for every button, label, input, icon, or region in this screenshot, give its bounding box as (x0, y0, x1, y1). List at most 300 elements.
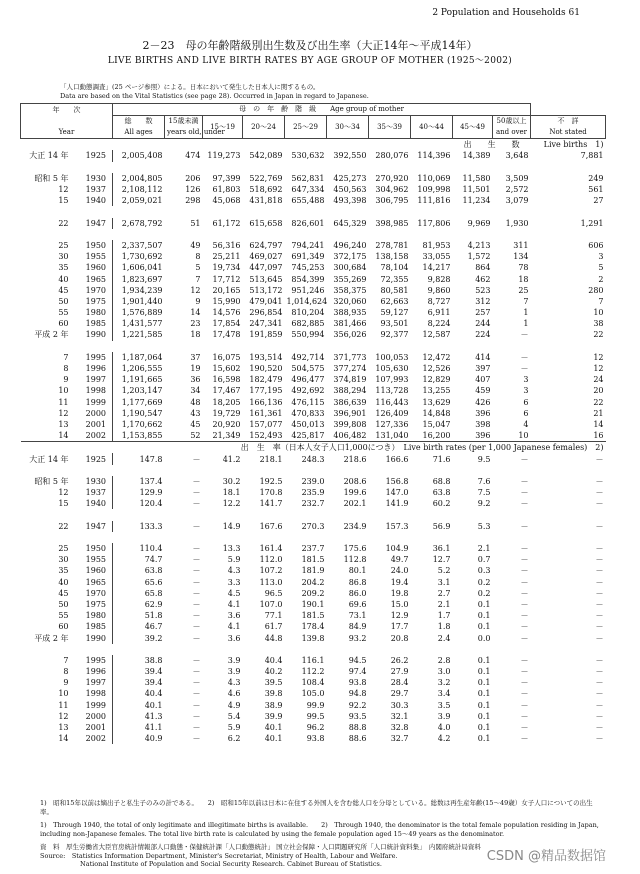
value-cell: 406,482 (333, 431, 367, 441)
value-cell: － (520, 622, 529, 632)
value-cell: 40.4 (264, 655, 283, 665)
value-cell: 2,572 (505, 185, 529, 195)
year-cell: 1930 (73, 476, 113, 487)
year-cell: 1937 (73, 184, 113, 195)
value-cell: 864 (475, 263, 491, 273)
value-cell: 300,684 (333, 263, 367, 273)
value-cell: 65.8 (144, 588, 163, 598)
era-cell: 12 (58, 711, 69, 721)
value-cell: 2,337,507 (121, 240, 163, 250)
value-cell: 0.1 (477, 678, 491, 688)
era-cell: 30 (58, 555, 69, 565)
value-cell: 120.4 (139, 499, 163, 509)
year-cell: 1950 (73, 240, 113, 251)
year-cell: 1985 (73, 318, 113, 329)
value-cell: － (520, 577, 529, 587)
value-cell: 3,509 (505, 173, 529, 183)
table-row (21, 588, 606, 599)
value-cell: 12 (190, 285, 201, 295)
table-row (21, 521, 606, 532)
value-cell: － (192, 734, 201, 744)
value-cell: － (595, 476, 604, 486)
value-cell: 63.8 (144, 566, 163, 576)
era-cell: 13 (58, 723, 69, 733)
value-cell: 181.5 (301, 611, 325, 621)
value-cell: 15.0 (390, 599, 409, 609)
value-cell: 513,645 (249, 274, 283, 284)
value-cell: 147.8 (139, 454, 163, 464)
value-cell: 12.7 (432, 555, 451, 565)
value-cell: 3.1 (437, 577, 451, 587)
value-cell: 170.8 (259, 488, 283, 498)
value-cell: 224 (475, 330, 491, 340)
value-cell: 129.9 (139, 488, 163, 498)
value-cell: 492,692 (291, 386, 325, 396)
year-cell: 1970 (73, 285, 113, 296)
value-cell: － (520, 544, 529, 554)
births-section-title: 出 生 数 Live births 1) (21, 139, 606, 151)
table-row (21, 487, 606, 498)
value-cell: 248.3 (301, 454, 325, 464)
value-cell: 4.3 (227, 678, 241, 688)
value-cell: － (595, 566, 604, 576)
value-cell: 0.0 (477, 633, 491, 643)
year-cell: 1997 (73, 677, 113, 688)
value-cell: 11,234 (462, 196, 491, 206)
value-cell: 17.7 (390, 622, 409, 632)
value-cell: 21 (593, 408, 604, 418)
era-cell: 昭和 5 年 (34, 173, 69, 183)
value-cell: 447,097 (249, 263, 283, 273)
value-cell: 30.2 (222, 476, 241, 486)
era-cell: 大正 14 年 (29, 454, 69, 464)
value-cell: 523 (475, 285, 491, 295)
value-cell: 4.3 (227, 566, 241, 576)
value-cell: － (595, 521, 604, 531)
era-cell: 22 (58, 521, 69, 531)
value-cell: 474 (185, 151, 201, 161)
value-cell: 14.9 (222, 521, 241, 531)
table-row (21, 408, 606, 419)
value-cell: 51.8 (144, 611, 163, 621)
value-cell: 32.8 (390, 723, 409, 733)
value-cell: 0.1 (477, 611, 491, 621)
value-cell: － (192, 555, 201, 565)
value-cell: 30.3 (390, 700, 409, 710)
table-row (21, 610, 606, 621)
table-row (21, 296, 606, 307)
footnote-ja: 1) 昭和15年以前は嫡出子と私生子のみの計である。 2) 昭和15年以前は日本に在住する外国人を含む総人口を分母としている。総数は再生産年齢(15～49歳）女子人口についての出生率。 (40, 799, 593, 816)
value-cell: 131,040 (375, 431, 409, 441)
table-row (21, 273, 606, 284)
value-cell: 1,191,665 (121, 375, 163, 385)
value-cell: 10 (518, 431, 529, 441)
value-cell: 61.7 (264, 622, 283, 632)
value-cell: 29.7 (390, 689, 409, 699)
value-cell: 193,514 (249, 352, 283, 362)
value-cell: 492,714 (291, 352, 325, 362)
value-cell: 127,336 (375, 419, 409, 429)
total-header: 総 数 All ages (113, 116, 165, 139)
value-cell: 113.0 (259, 577, 283, 587)
value-cell: 356,026 (333, 330, 367, 340)
era-cell: 10 (58, 386, 69, 396)
table-row (21, 218, 606, 229)
value-cell: 34 (190, 386, 201, 396)
value-cell: 39.4 (144, 678, 163, 688)
value-cell: － (520, 723, 529, 733)
value-cell: 6 (523, 397, 529, 407)
value-cell: 41.3 (144, 711, 163, 721)
value-cell: 13,255 (422, 386, 451, 396)
value-cell: － (192, 622, 201, 632)
value-cell: － (520, 734, 529, 744)
value-cell: 3.5 (437, 700, 451, 710)
year-cell: 1999 (73, 397, 113, 408)
value-cell: 109,998 (417, 185, 451, 195)
value-cell: 5 (598, 263, 604, 273)
table-row (21, 262, 606, 273)
value-cell: 14,576 (212, 308, 241, 318)
year-cell: 1930 (73, 173, 113, 184)
value-cell: 372,175 (333, 252, 367, 262)
value-cell: 19,729 (212, 408, 241, 418)
table-row (21, 554, 606, 565)
year-cell: 1995 (73, 655, 113, 666)
value-cell: 81,953 (422, 240, 451, 250)
table-row (21, 733, 606, 744)
value-cell: 111,816 (417, 196, 451, 206)
era-cell: 50 (58, 296, 69, 306)
value-cell: 2,004,805 (121, 173, 163, 183)
value-cell: 1,170,662 (121, 419, 163, 429)
year-cell: 1940 (73, 498, 113, 509)
value-cell: 77.1 (264, 611, 283, 621)
value-cell: 13.3 (222, 544, 241, 554)
value-cell: 392,550 (333, 151, 367, 161)
table-row (21, 184, 606, 195)
value-cell: 99.9 (306, 700, 325, 710)
value-cell: 94.8 (348, 689, 367, 699)
value-cell: － (595, 555, 604, 565)
value-cell: 39.5 (264, 678, 283, 688)
value-cell: 425,817 (291, 431, 325, 441)
value-cell: 93,501 (380, 319, 409, 329)
value-cell: － (520, 655, 529, 665)
table-row (21, 419, 606, 430)
value-cell: 425,273 (333, 173, 367, 183)
value-cell: 41.2 (222, 454, 241, 464)
era-cell: 15 (58, 196, 69, 206)
value-cell: 1,291 (580, 218, 604, 228)
value-cell: 381,466 (333, 319, 367, 329)
value-cell: 1,934,239 (121, 285, 163, 295)
year-cell: 1975 (73, 296, 113, 307)
value-cell: 1,187,064 (121, 352, 163, 362)
value-cell: 108.4 (301, 678, 325, 688)
value-cell: 107.0 (259, 599, 283, 609)
value-cell: 561 (588, 185, 604, 195)
age-25-29-header: 25～29 (285, 116, 327, 139)
value-cell: 24.0 (390, 566, 409, 576)
value-cell: － (192, 499, 201, 509)
value-cell: 161.4 (259, 544, 283, 554)
value-cell: 513,172 (249, 285, 283, 295)
value-cell: 615,658 (249, 218, 283, 228)
value-cell: 84.9 (348, 622, 367, 632)
value-cell: － (520, 555, 529, 565)
value-cell: － (520, 352, 529, 362)
era-cell: 14 (58, 734, 69, 744)
value-cell: 208.6 (343, 476, 367, 486)
value-cell: 7.6 (477, 476, 491, 486)
value-cell: － (520, 364, 529, 374)
value-cell: 459 (475, 386, 491, 396)
value-cell: 645,329 (333, 218, 367, 228)
value-cell: － (192, 700, 201, 710)
value-cell: 1,203,147 (121, 386, 163, 396)
value-cell: 14,217 (422, 263, 451, 273)
table-row (21, 621, 606, 632)
table-row (21, 329, 606, 340)
year-cell: 1965 (73, 577, 113, 588)
era-cell: 8 (63, 364, 69, 374)
value-cell: － (192, 454, 201, 464)
table-row (21, 240, 606, 251)
era-cell: 11 (58, 700, 69, 710)
value-cell: 479,041 (249, 296, 283, 306)
value-cell: 181.9 (301, 566, 325, 576)
value-cell: 249 (588, 173, 604, 183)
value-cell: 15,990 (212, 296, 241, 306)
value-cell: 6 (523, 408, 529, 418)
value-cell: 88.6 (348, 734, 367, 744)
value-cell: 61,803 (212, 185, 241, 195)
value-cell: 0.1 (477, 734, 491, 744)
value-cell: 62.9 (144, 599, 163, 609)
value-cell: 16,075 (212, 352, 241, 362)
value-cell: 1 (523, 308, 529, 318)
value-cell: 745,253 (291, 263, 325, 273)
spacer-row (21, 465, 606, 476)
value-cell: 36.1 (432, 544, 451, 554)
table-row (21, 285, 606, 296)
value-cell: 1,930 (505, 218, 529, 228)
value-cell: 6,911 (427, 308, 451, 318)
value-cell: 138,158 (375, 252, 409, 262)
value-cell: 16 (593, 431, 604, 441)
table-row (21, 150, 606, 161)
value-cell: 9,969 (467, 218, 491, 228)
era-cell: 45 (58, 588, 69, 598)
table-row (21, 655, 606, 666)
year-cell: 1955 (73, 251, 113, 262)
year-cell: 1999 (73, 700, 113, 711)
note-english: Data are based on the Vital Statistics (see page 28). Occurred in Japan in regard to Japanese. (60, 92, 369, 100)
value-cell: － (192, 723, 201, 733)
value-cell: 542,089 (249, 151, 283, 161)
table-row (21, 688, 606, 699)
value-cell: 96.5 (264, 588, 283, 598)
value-cell: 518,692 (249, 185, 283, 195)
value-cell: 40.9 (144, 734, 163, 744)
rates-section-title: 出 生 率（日本人女子人口1,000につき） Live birth rates (per 1,000 Japanese females) 2) (21, 442, 606, 454)
year-cell: 1980 (73, 307, 113, 318)
value-cell: － (595, 599, 604, 609)
value-cell: 3.6 (227, 633, 241, 643)
value-cell: 104.9 (385, 544, 409, 554)
value-cell: 371,773 (333, 352, 367, 362)
value-cell: 137.4 (139, 476, 163, 486)
era-cell: 9 (63, 375, 69, 385)
value-cell: 0.3 (477, 566, 491, 576)
era-cell: 平成 2 年 (34, 330, 69, 340)
value-cell: 388,294 (333, 386, 367, 396)
value-cell: 3.0 (437, 667, 451, 677)
value-cell: 18 (190, 330, 201, 340)
value-cell: － (520, 499, 529, 509)
value-cell: 80,581 (380, 285, 409, 295)
value-cell: 0.1 (477, 599, 491, 609)
era-cell: 35 (58, 566, 69, 576)
value-cell: 2.1 (437, 599, 451, 609)
value-cell: 530,632 (291, 151, 325, 161)
value-cell: 112.0 (259, 555, 283, 565)
value-cell: 40.1 (144, 700, 163, 710)
value-cell: － (595, 488, 604, 498)
value-cell: 100,053 (375, 352, 409, 362)
value-cell: 175.6 (343, 544, 367, 554)
value-cell: － (520, 521, 529, 531)
value-cell: 396,901 (333, 408, 367, 418)
value-cell: 358,375 (333, 285, 367, 295)
value-cell: 1,576,889 (121, 308, 163, 318)
spacer-row (21, 532, 606, 543)
value-cell: 493,398 (333, 196, 367, 206)
value-cell: 14 (190, 308, 201, 318)
value-cell: 20.8 (390, 633, 409, 643)
year-cell: 2002 (73, 733, 113, 744)
value-cell: 8,727 (427, 296, 451, 306)
value-cell: 794,241 (291, 240, 325, 250)
under15-header: 15歳未満 years old, under (165, 116, 203, 139)
value-cell: － (520, 488, 529, 498)
value-cell: 86.8 (348, 577, 367, 587)
value-cell: 110.4 (139, 544, 163, 554)
value-cell: 92.2 (348, 700, 367, 710)
value-cell: 141.7 (259, 499, 283, 509)
value-cell: 18 (518, 274, 529, 284)
value-cell: － (520, 611, 529, 621)
value-cell: － (192, 599, 201, 609)
value-cell: 1,177,669 (121, 397, 163, 407)
value-cell: 26.2 (390, 655, 409, 665)
value-cell: 45,068 (212, 196, 241, 206)
value-cell: 72,355 (380, 274, 409, 284)
value-cell: 397 (475, 364, 491, 374)
value-cell: － (192, 711, 201, 721)
year-cell: 2000 (73, 711, 113, 722)
value-cell: 15,602 (212, 364, 241, 374)
value-cell: 7 (195, 274, 201, 284)
value-cell: 116,443 (375, 397, 409, 407)
table-row (21, 195, 606, 206)
value-cell: 2,005,408 (121, 151, 163, 161)
table-row (21, 543, 606, 554)
value-cell: 0.1 (477, 723, 491, 733)
value-cell: 133.3 (139, 521, 163, 531)
value-cell: 52 (190, 431, 201, 441)
era-cell: 15 (58, 499, 69, 509)
value-cell: 105,630 (375, 364, 409, 374)
value-cell: 119,273 (207, 151, 241, 161)
era-cell: 25 (58, 544, 69, 554)
value-cell: 20,165 (212, 285, 241, 295)
value-cell: 93.5 (348, 711, 367, 721)
value-cell: 270.3 (301, 521, 325, 531)
value-cell: 44.8 (264, 633, 283, 643)
era-cell: 12 (58, 488, 69, 498)
value-cell: 4.2 (437, 734, 451, 744)
value-cell: 60.2 (432, 499, 451, 509)
value-cell: 16,200 (422, 431, 451, 441)
value-cell: 156.8 (385, 476, 409, 486)
table-row (21, 700, 606, 711)
value-cell: 161,361 (249, 408, 283, 418)
value-cell: 306,795 (375, 196, 409, 206)
era-cell: 8 (63, 667, 69, 677)
era-cell: 50 (58, 599, 69, 609)
value-cell: 22 (593, 397, 604, 407)
note-japanese: 「人口動態調査」(25 ページ参照）による。日本において発生した日本人に関するもの。 (60, 83, 320, 91)
value-cell: 39.4 (144, 667, 163, 677)
value-cell: － (595, 633, 604, 643)
value-cell: 19.4 (390, 577, 409, 587)
value-cell: 17,467 (212, 386, 241, 396)
value-cell: 182,479 (249, 375, 283, 385)
era-cell: 13 (58, 419, 69, 429)
value-cell: 496,240 (333, 240, 367, 250)
value-cell: 4.6 (227, 689, 241, 699)
table-row (21, 476, 606, 487)
value-cell: 110,069 (417, 173, 451, 183)
value-cell: 218.1 (259, 454, 283, 464)
table-row (21, 251, 606, 262)
value-cell: 5.3 (477, 521, 491, 531)
value-cell: 45 (190, 419, 201, 429)
value-cell: 1,190,547 (121, 408, 163, 418)
value-cell: 27.9 (390, 667, 409, 677)
value-cell: 3.6 (227, 611, 241, 621)
value-cell: － (192, 566, 201, 576)
era-cell: 60 (58, 622, 69, 632)
value-cell: 296,854 (249, 308, 283, 318)
year-cell: 2002 (73, 430, 113, 442)
value-cell: － (520, 633, 529, 643)
value-cell: － (595, 588, 604, 598)
value-cell: 407 (475, 375, 491, 385)
era-cell: 40 (58, 274, 69, 284)
value-cell: 3.3 (227, 577, 241, 587)
value-cell: 386,639 (333, 397, 367, 407)
value-cell: 114,396 (417, 151, 451, 161)
value-cell: 431,818 (249, 196, 283, 206)
value-cell: 86.0 (348, 588, 367, 598)
age-45-49-header: 45～49 (453, 116, 493, 139)
value-cell: 19 (190, 364, 201, 374)
value-cell: 3,648 (505, 151, 529, 161)
year-cell: 1947 (73, 218, 113, 229)
